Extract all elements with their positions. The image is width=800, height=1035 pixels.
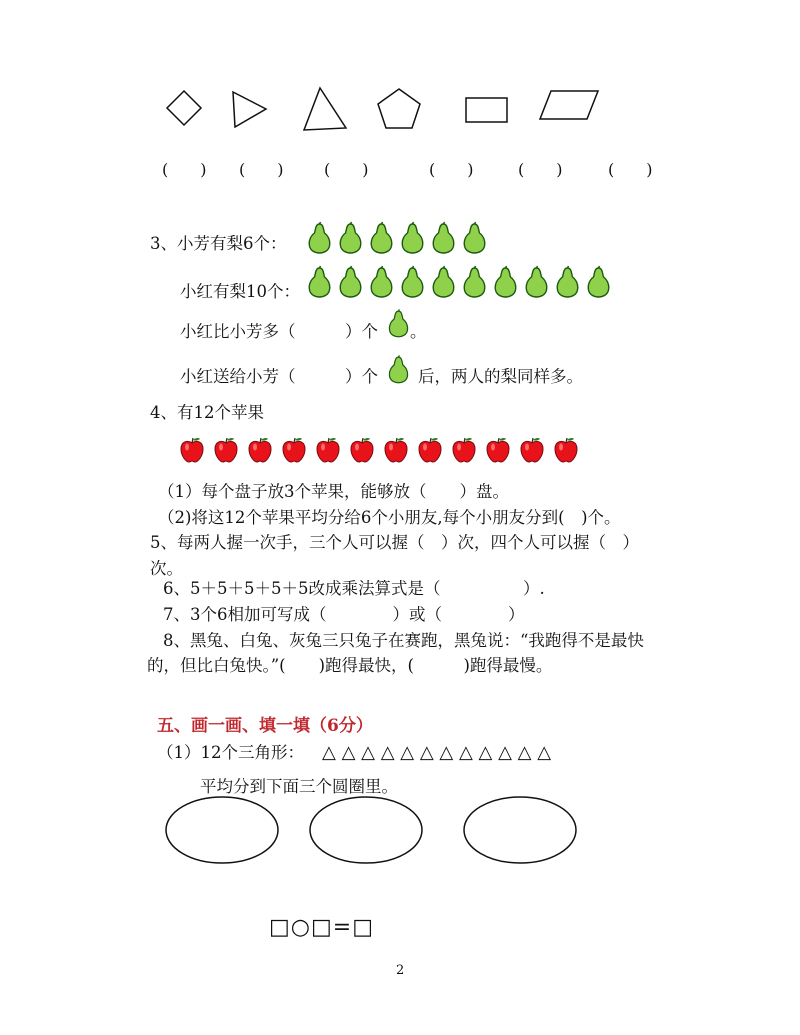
- pear-icon: [337, 266, 364, 302]
- pear-icon: [430, 222, 457, 258]
- shape-answer-2[interactable]: ( ): [239, 160, 284, 179]
- fill-in-formula[interactable]: □○□=□: [269, 915, 374, 940]
- shape-answer-3[interactable]: ( ): [324, 160, 369, 179]
- apple-icon: [484, 436, 512, 468]
- apple-icon: [314, 436, 342, 468]
- circle-1[interactable]: [166, 797, 278, 863]
- shape-answer-1[interactable]: ( ): [162, 160, 207, 179]
- apple-row: [178, 436, 586, 468]
- pear-icon: [387, 309, 410, 342]
- q8-line-2: 的，但比白兔快。”( )跑得最快，( )跑得最慢。: [147, 656, 553, 675]
- pear-icon: [430, 266, 457, 302]
- pear-icon: [461, 222, 488, 258]
- apple-icon: [450, 436, 478, 468]
- shape-answer-5[interactable]: ( ): [518, 160, 563, 179]
- apple-icon: [348, 436, 376, 468]
- q4-sub-2: （2)将这12个苹果平均分给6个小朋友,每个小朋友分到( )个。: [158, 508, 621, 527]
- apple-icon: [416, 436, 444, 468]
- scalene-triangle-shape: [304, 88, 346, 130]
- q4-sub-1: （1）每个盘子放3个苹果，能够放（ ）盘。: [158, 482, 509, 501]
- q3-line-3-end: 。: [410, 322, 427, 341]
- q3-line-2: 小红有梨10个：: [180, 282, 300, 301]
- q3-line-3: 小红比小芳多（ ）个: [180, 322, 378, 341]
- apple-icon: [246, 436, 274, 468]
- circle-2[interactable]: [310, 797, 422, 863]
- diamond-shape: [167, 91, 201, 125]
- circles-area: [0, 795, 800, 875]
- pentagon-shape: [378, 89, 420, 128]
- pear-icon: [492, 266, 519, 302]
- pear-icon: [554, 266, 581, 302]
- q3-line-1: 3、小芳有梨6个：: [150, 234, 287, 253]
- pear-icon: [387, 355, 410, 388]
- pear-icon: [461, 266, 488, 302]
- section-5-line-1: （1）12个三角形：: [157, 743, 304, 762]
- section-5-title: 五、画一画、填一填（6分）: [157, 716, 373, 736]
- pear-icon: [523, 266, 550, 302]
- triangle-shape: [233, 92, 266, 127]
- q8-line-1: 8、黑兔、白兔、灰兔三只兔子在赛跑，黑兔说：“我跑得不是最快: [163, 631, 644, 650]
- parallelogram-shape: [540, 91, 598, 119]
- pear-icon: [368, 222, 395, 258]
- shape-answer-6[interactable]: ( ): [608, 160, 653, 179]
- section-5-line-2: 平均分到下面三个圆圈里。: [200, 777, 398, 796]
- q4-line-1: 4、有12个苹果: [150, 403, 264, 422]
- pear-icon: [306, 222, 333, 258]
- pear-icon: [399, 266, 426, 302]
- apple-icon: [212, 436, 240, 468]
- q3-line-4: 小红送给小芳（ ）个: [180, 367, 378, 386]
- shapes-row: [0, 0, 800, 140]
- pear-icon: [306, 266, 333, 302]
- pear-icon-inline-1: [387, 309, 410, 342]
- shape-answer-4[interactable]: ( ): [429, 160, 474, 179]
- circle-3[interactable]: [464, 797, 576, 863]
- q3-line-4-end: 后，两人的梨同样多。: [418, 367, 583, 386]
- apple-icon: [518, 436, 546, 468]
- q7-line: 7、3个6相加可写成（ ）或（ ）: [163, 605, 525, 624]
- apple-icon: [280, 436, 308, 468]
- pear-icon: [368, 266, 395, 302]
- q5-line-2: 次。: [150, 559, 183, 578]
- pear-row-hong: [306, 266, 616, 302]
- q6-line: 6、5＋5＋5＋5＋5改成乘法算式是（ ）.: [163, 579, 545, 598]
- pear-icon: [337, 222, 364, 258]
- rectangle-shape: [466, 98, 507, 122]
- pear-icon: [585, 266, 612, 302]
- pear-row-fang: [306, 222, 492, 258]
- triangle-sequence: △ △ △ △ △ △ △ △ △ △ △ △: [322, 742, 552, 763]
- pear-icon-inline-2: [387, 355, 410, 388]
- apple-icon: [382, 436, 410, 468]
- apple-icon: [178, 436, 206, 468]
- pear-icon: [399, 222, 426, 258]
- apple-icon: [552, 436, 580, 468]
- q5-line-1: 5、每两人握一次手，三个人可以握（ ）次，四个人可以握（ ）: [150, 533, 639, 552]
- page-number: 2: [396, 963, 405, 978]
